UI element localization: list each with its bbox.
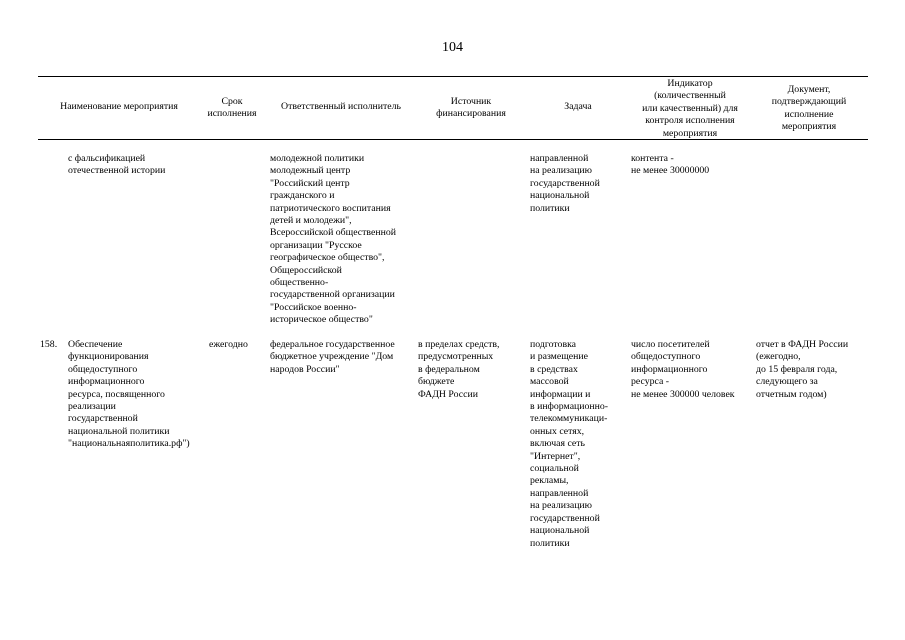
header-document: Документ, подтверждающий исполнение мероприятия	[771, 84, 847, 133]
table-top-rule	[38, 76, 868, 77]
header-name: Наименование мероприятия	[60, 101, 178, 112]
row-document: отчет в ФАДН России (ежегодно, до 15 февраля года, следующего за отчетным годом)	[756, 339, 849, 400]
header-source: Источник финансирования	[436, 96, 506, 120]
row-task: подготовка и размещение в средствах массовой информации и в информационно- телекоммуникаци- онных сетях, включая сеть "Интернет", социальной рекламы, направленной на реализацию государственной национальной политики	[530, 339, 609, 549]
row-executor: молодежной политики молодежный центр "Российский центр гражданского и патриотического воспитания детей и молодежи", Всероссийской общественной организации "Русское географическое общество", Общероссийской общественно- государственной организации "Российское военно- историческое общество"	[270, 153, 396, 326]
row-name: Обеспечение функционирования общедоступного информационного ресурса, посвященного реализации государственной национальной политики "национальнаяполитика.рф")	[68, 339, 190, 450]
header-indicator: Индикатор (количественный или качественный) для контроля исполнения мероприятия	[642, 78, 738, 139]
header-executor: Ответственный исполнитель	[281, 101, 401, 112]
header-task: Задача	[564, 101, 592, 112]
row-indicator: число посетителей общедоступного информационного ресурса - не менее 300000 человек	[631, 339, 735, 400]
row-indicator: контента - не менее 30000000	[631, 153, 710, 177]
row-task: направленной на реализацию государственной национальной политики	[530, 153, 600, 214]
row-name: с фальсификацией отечественной истории	[68, 153, 166, 177]
page-number: 104	[442, 40, 463, 55]
row-source: в пределах средств, предусмотренных в федеральном бюджете ФАДН России	[418, 339, 500, 400]
row-number: 158.	[40, 339, 58, 350]
row-term: ежегодно	[209, 339, 248, 350]
row-executor: федеральное государственное бюджетное учреждение "Дом народов России"	[270, 339, 395, 375]
header-term: Срок исполнения	[207, 96, 257, 120]
